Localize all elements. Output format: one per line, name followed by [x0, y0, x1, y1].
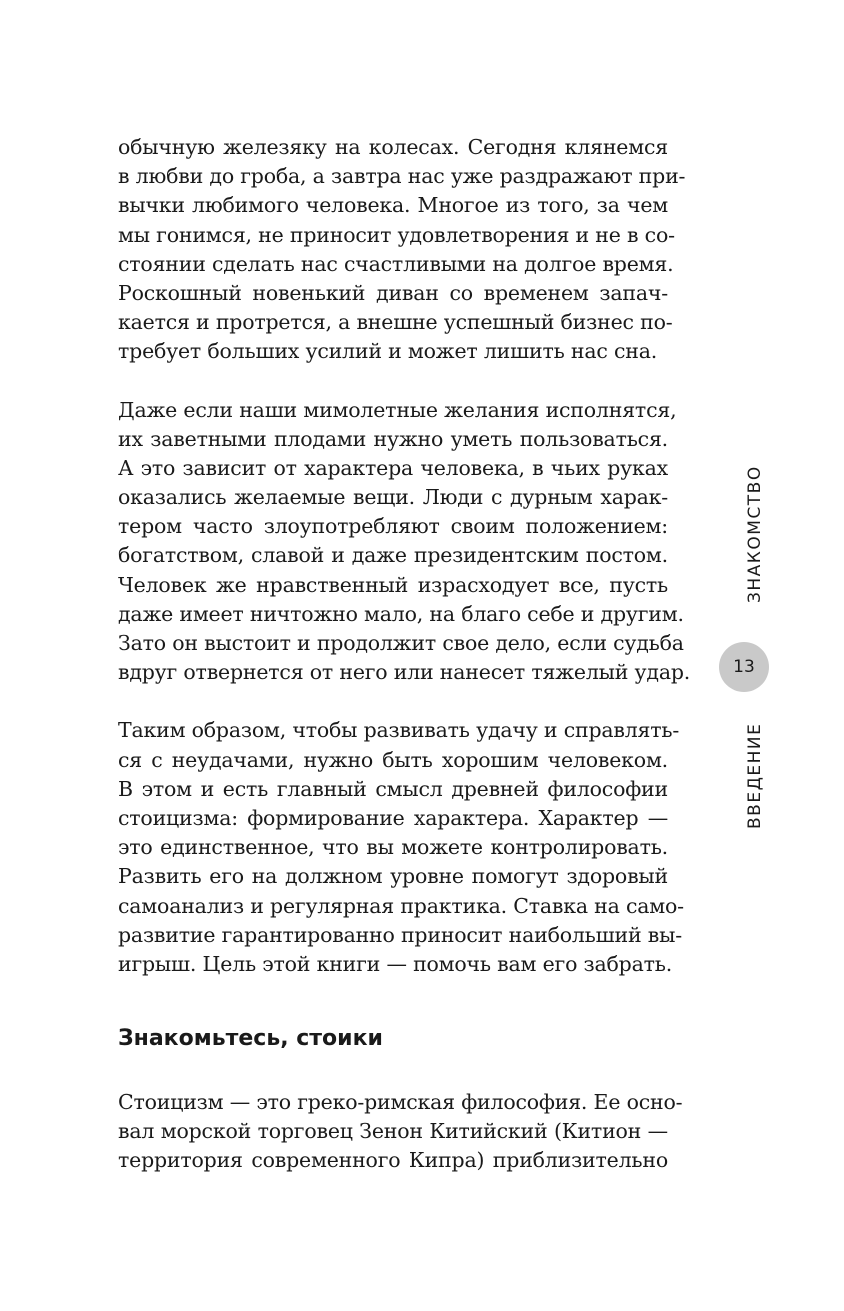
paragraph-2: [118, 396, 691, 688]
text-line: в любви до гроба, а завтра нас уже раздражают при-: [118, 164, 686, 189]
chapter-side-label: ЗНАКОМСТВО: [745, 465, 765, 603]
text-line: Человек же нравственный израсходует все, пусть: [118, 572, 668, 597]
text-line: кается и протрется, а внешне успешный бизнес по-: [118, 310, 673, 335]
text-line: Зато он выстоит и продолжит свое дело, если судьба: [118, 631, 684, 655]
text-line: Роскошный новенький диван со временем запач-: [118, 280, 668, 305]
text-line: даже имеет ничтожно мало, на благо себе и другим.: [118, 601, 684, 626]
text-line: стоицизма: формирование характера. Характер —: [118, 805, 668, 830]
text-line: вал морской торговец Зенон Китийский (Китион —: [118, 1119, 668, 1144]
text-line: оказались желаемые вещи. Люди с дурным харак-: [118, 485, 668, 510]
text-line: территория современного Кипра) приблизительно: [118, 1148, 668, 1173]
text-line: вдруг отвернется от него или нанесет тяжелый удар.: [118, 660, 691, 685]
text-line: Даже если наши мимолетные желания исполнятся,: [118, 397, 677, 422]
text-line: А это зависит от характера человека, в чьих руках: [118, 455, 668, 480]
text-line: их заветными плодами нужно уметь пользоваться.: [118, 426, 668, 451]
text-line: В этом и есть главный смысл древней философии: [118, 776, 668, 801]
text-line: стоянии сделать нас счастливыми на долгое время.: [118, 251, 674, 276]
text-line: Таким образом, чтобы развивать удачу и справлять-: [118, 718, 680, 743]
paragraph-4: [118, 1088, 683, 1176]
text-line: ся с неудачами, нужно быть хорошим человеком.: [118, 747, 668, 772]
text-line: вычки любимого человека. Многое из того, за чем: [118, 193, 668, 218]
section-heading: Знакомьтесь, стоики: [118, 1026, 383, 1052]
text-line: обычную железяку на колесах. Сегодня клянемся: [118, 135, 668, 159]
text-line: тером часто злоупотребляют своим положением:: [118, 514, 668, 539]
text-line: игрыш. Цель этой книги — помочь вам его забрать.: [118, 951, 673, 976]
text-line: развитие гарантированно приносит наибольший вы-: [118, 922, 682, 947]
section-side-label: ВВЕДЕНИЕ: [745, 722, 765, 829]
paragraph-3: [118, 716, 684, 979]
text-line: мы гонимся, не приносит удовлетворения и не в со-: [118, 222, 675, 247]
text-line: это единственное, что вы можете контролировать.: [118, 835, 668, 860]
text-line: Стоицизм — это греко-римская философия. Ее осно-: [118, 1090, 683, 1115]
text-line: самоанализ и регулярная практика. Ставка на само-: [118, 893, 684, 918]
text-line: требует больших усилий и может лишить нас сна.: [118, 339, 658, 364]
text-line: богатством, славой и даже президентским постом.: [118, 543, 668, 568]
paragraph-1: [118, 133, 686, 367]
text-line: Развить его на должном уровне помогут здоровый: [118, 864, 668, 889]
page-number-badge: 13: [719, 642, 769, 692]
body-text: [118, 133, 691, 1176]
